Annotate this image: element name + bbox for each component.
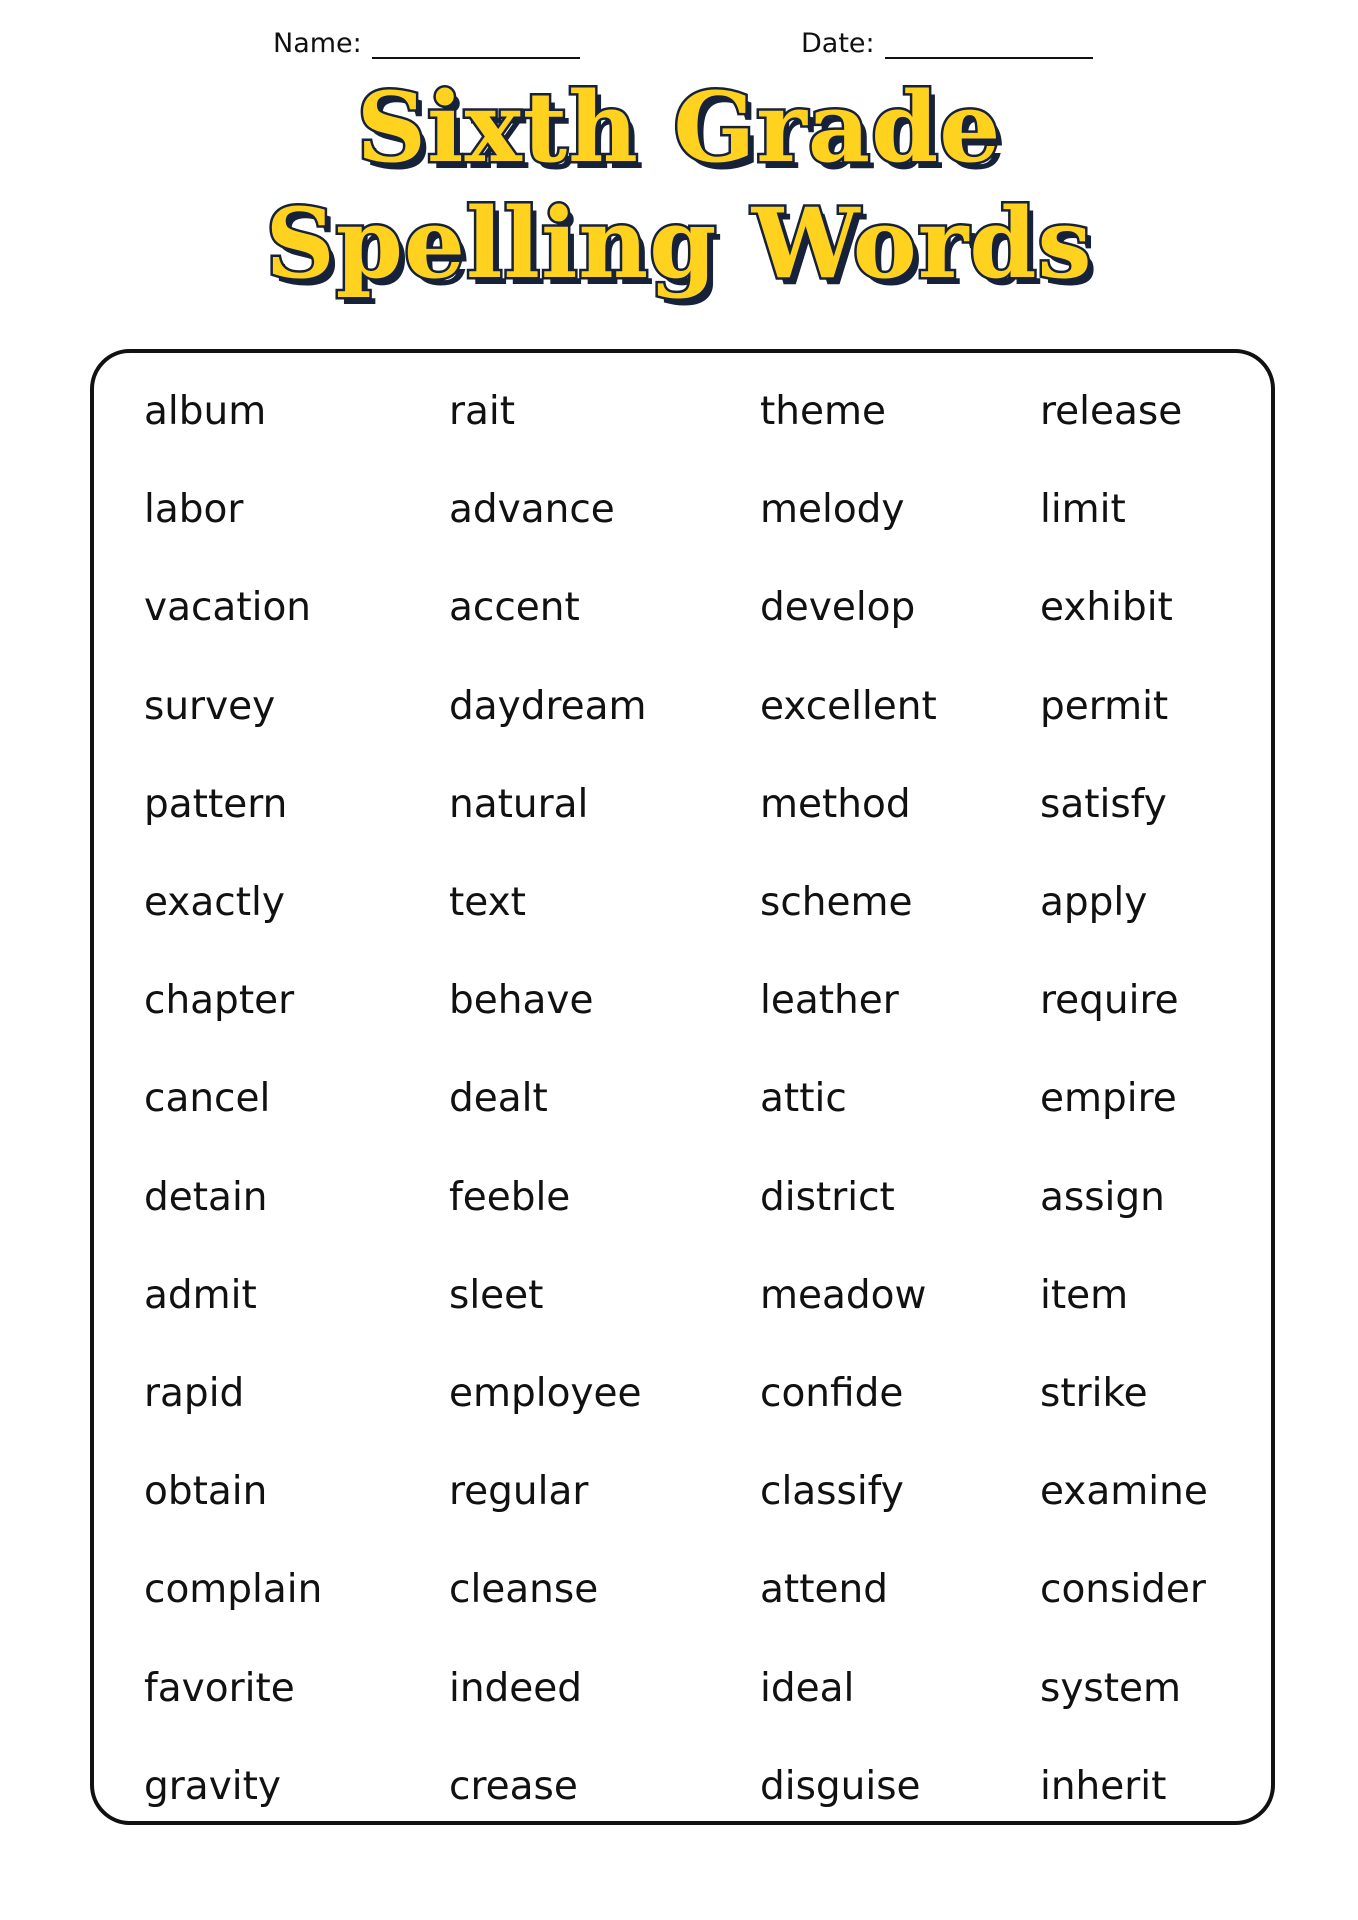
spelling-word: advance	[449, 487, 615, 533]
spelling-word: develop	[760, 585, 916, 631]
spelling-word: system	[1040, 1665, 1181, 1711]
spelling-word: require	[1040, 978, 1179, 1024]
spelling-word: employee	[449, 1371, 642, 1416]
spelling-word: chapter	[144, 978, 295, 1024]
spelling-word: ideal	[760, 1665, 855, 1711]
spelling-word: album	[144, 389, 267, 434]
spelling-word: assign	[1040, 1174, 1165, 1220]
spelling-word: rait	[449, 389, 516, 434]
spelling-word: gravity	[144, 1763, 281, 1809]
spelling-word: exactly	[144, 880, 285, 925]
spelling-word: release	[1040, 389, 1183, 434]
spelling-word: favorite	[144, 1665, 295, 1711]
name-field[interactable]	[273, 28, 580, 59]
spelling-word: admit	[144, 1272, 257, 1318]
spelling-word: excellent	[760, 683, 937, 729]
spelling-word: confide	[760, 1371, 904, 1416]
spelling-word: dealt	[449, 1076, 548, 1122]
spelling-word: accent	[449, 585, 580, 631]
spelling-word: apply	[1040, 880, 1148, 925]
spelling-word: classify	[760, 1469, 904, 1515]
spelling-word: satisfy	[1040, 781, 1167, 827]
spelling-word: pattern	[144, 781, 288, 827]
spelling-word: examine	[1040, 1469, 1208, 1515]
spelling-word: inherit	[1040, 1763, 1167, 1809]
spelling-word: theme	[760, 389, 886, 434]
name-blank-line[interactable]	[372, 31, 580, 59]
page-title-line-1: Sixth Grade	[356, 71, 1002, 184]
spelling-word: district	[760, 1174, 895, 1220]
spelling-word: behave	[449, 978, 594, 1024]
spelling-word: vacation	[144, 585, 312, 631]
spelling-word: attend	[760, 1567, 888, 1613]
date-label: Date:	[801, 28, 875, 59]
spelling-word: natural	[449, 781, 589, 827]
spelling-word: obtain	[144, 1469, 268, 1515]
spelling-word: complain	[144, 1567, 323, 1613]
word-list-box	[90, 349, 1275, 1825]
spelling-word: survey	[144, 683, 276, 729]
spelling-word: cleanse	[449, 1567, 599, 1613]
spelling-word: labor	[144, 487, 244, 533]
spelling-word: strike	[1040, 1371, 1148, 1416]
spelling-word: feeble	[449, 1174, 571, 1220]
spelling-word: detain	[144, 1174, 268, 1220]
spelling-word: scheme	[760, 880, 913, 925]
spelling-word: method	[760, 781, 911, 827]
spelling-word: meadow	[760, 1272, 927, 1318]
spelling-word: sleet	[449, 1272, 544, 1318]
spelling-word: empire	[1040, 1076, 1177, 1122]
spelling-word: cancel	[144, 1076, 271, 1122]
spelling-word: exhibit	[1040, 585, 1173, 631]
spelling-word: permit	[1040, 683, 1169, 729]
spelling-word: disguise	[760, 1763, 921, 1809]
page-title-line-2: Spelling Words	[265, 187, 1093, 300]
date-blank-line[interactable]	[885, 31, 1093, 59]
spelling-word: leather	[760, 978, 899, 1024]
date-field[interactable]	[801, 28, 1093, 59]
spelling-word: rapid	[144, 1371, 245, 1416]
spelling-word: melody	[760, 487, 905, 533]
spelling-word: crease	[449, 1763, 578, 1809]
spelling-word: limit	[1040, 487, 1126, 533]
name-label: Name:	[273, 28, 362, 59]
spelling-word: indeed	[449, 1665, 583, 1711]
spelling-word: text	[449, 880, 526, 925]
spelling-word: consider	[1040, 1567, 1206, 1613]
spelling-word: item	[1040, 1272, 1129, 1318]
spelling-word: daydream	[449, 683, 647, 729]
spelling-word: regular	[449, 1469, 589, 1515]
spelling-word: attic	[760, 1076, 847, 1122]
